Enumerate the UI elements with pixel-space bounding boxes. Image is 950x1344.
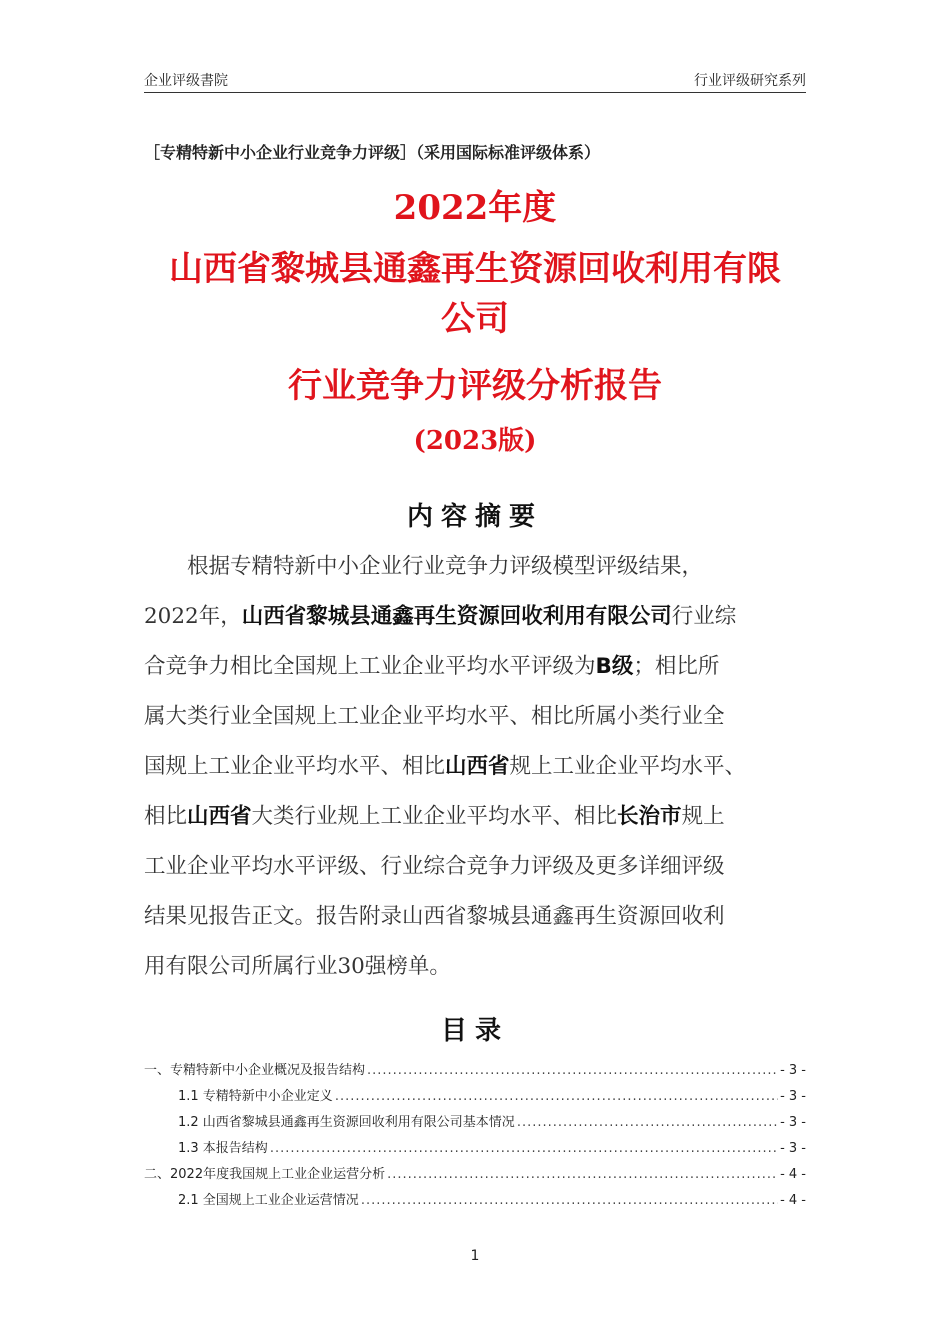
toc-leader [361, 1188, 778, 1214]
toc-heading: 目录 [440, 1016, 509, 1046]
abstract-text: 2022年， [144, 604, 242, 629]
abstract-line [144, 592, 806, 642]
title-company-line1: 山西省黎城县通鑫再生资源回收利用有限 [169, 249, 781, 289]
toc-entry-page: - 3 - [780, 1063, 806, 1078]
toc-entry-page: - 3 - [780, 1115, 806, 1130]
toc-leader [335, 1084, 778, 1110]
abstract-line [144, 842, 806, 892]
toc-leader [270, 1136, 778, 1162]
title-company [144, 244, 806, 344]
province-emphasis: 山西省 [187, 804, 252, 829]
abstract-line [144, 692, 806, 742]
abstract-text: 相比 [144, 804, 188, 829]
abstract-line [144, 542, 806, 592]
abstract-line [144, 742, 806, 792]
page-number: 1 [470, 1248, 480, 1264]
abstract-text: 用有限公司所属行业30强榜单。 [144, 954, 451, 979]
title-report: 行业竞争力评级分析报告 [288, 366, 662, 406]
abstract-text: ；相比所 [633, 654, 720, 679]
toc-entry[interactable] [144, 1084, 806, 1110]
toc-entry-label: 1.2 山西省黎城县通鑫再生资源回收利用有限公司基本情况 [178, 1115, 515, 1130]
abstract-text: 行业综 [671, 604, 737, 629]
toc-entry-label: 一、专精特新中小企业概况及报告结构 [144, 1063, 366, 1078]
toc-entry[interactable] [144, 1136, 806, 1162]
company-name-emphasis: 山西省黎城县通鑫再生资源回收利用有限公司 [241, 604, 672, 629]
toc-entry[interactable] [144, 1162, 806, 1188]
toc-entry[interactable] [144, 1110, 806, 1136]
toc-entry-label: 2.1 全国规上工业企业运营情况 [178, 1193, 359, 1208]
header-left: 企业评级書院 [144, 73, 228, 89]
province-emphasis: 山西省 [445, 754, 510, 779]
abstract-text: 规上工业企业平均水平、 [509, 754, 747, 779]
toc-leader [367, 1058, 778, 1084]
abstract-text: 属大类行业全国规上工业企业平均水平、相比所属小类行业全 [144, 704, 725, 729]
abstract-body [144, 542, 806, 992]
abstract-text: 根据专精特新中小企业行业竞争力评级模型评级结果， [187, 554, 704, 579]
abstract-text: 国规上工业企业平均水平、相比 [144, 754, 446, 779]
toc-entry-page: - 4 - [780, 1167, 806, 1182]
city-emphasis: 长治市 [617, 804, 682, 829]
table-of-contents [144, 1058, 806, 1214]
category-label: ［专精特新中小企业行业竞争力评级］（采用国际标准评级体系） [144, 143, 601, 162]
title-year: 2022年度 [393, 188, 557, 228]
abstract-text: 结果见报告正文。报告附录山西省黎城县通鑫再生资源回收利 [144, 904, 725, 929]
title-company-line2: 公司 [441, 299, 509, 339]
toc-entry-label: 1.3 本报告结构 [178, 1141, 268, 1156]
toc-entry-page: - 4 - [780, 1193, 806, 1208]
header-right: 行业评级研究系列 [694, 73, 806, 89]
abstract-line [144, 642, 806, 692]
toc-entry-label: 二、2022年度我国规上工业企业运营分析 [144, 1167, 386, 1182]
title-edition: (2023版) [413, 426, 537, 456]
toc-leader [517, 1110, 778, 1136]
abstract-text: 规上 [681, 804, 725, 829]
abstract-line [144, 792, 806, 842]
rating-emphasis: B级 [595, 654, 634, 679]
toc-entry[interactable] [144, 1188, 806, 1214]
page-header [144, 66, 806, 93]
toc-entry-label: 1.1 专精特新中小企业定义 [178, 1089, 333, 1104]
abstract-text: 合竞争力相比全国规上工业企业平均水平评级为 [144, 654, 596, 679]
toc-entry-page: - 3 - [780, 1141, 806, 1156]
abstract-line [144, 942, 806, 992]
toc-leader [387, 1162, 778, 1188]
toc-entry[interactable] [144, 1058, 806, 1084]
abstract-text: 工业企业平均水平评级、行业综合竞争力评级及更多详细评级 [144, 854, 725, 879]
abstract-heading: 内容摘要 [406, 502, 543, 532]
abstract-line [144, 892, 806, 942]
toc-entry-page: - 3 - [780, 1089, 806, 1104]
abstract-text: 大类行业规上工业企业平均水平、相比 [251, 804, 618, 829]
